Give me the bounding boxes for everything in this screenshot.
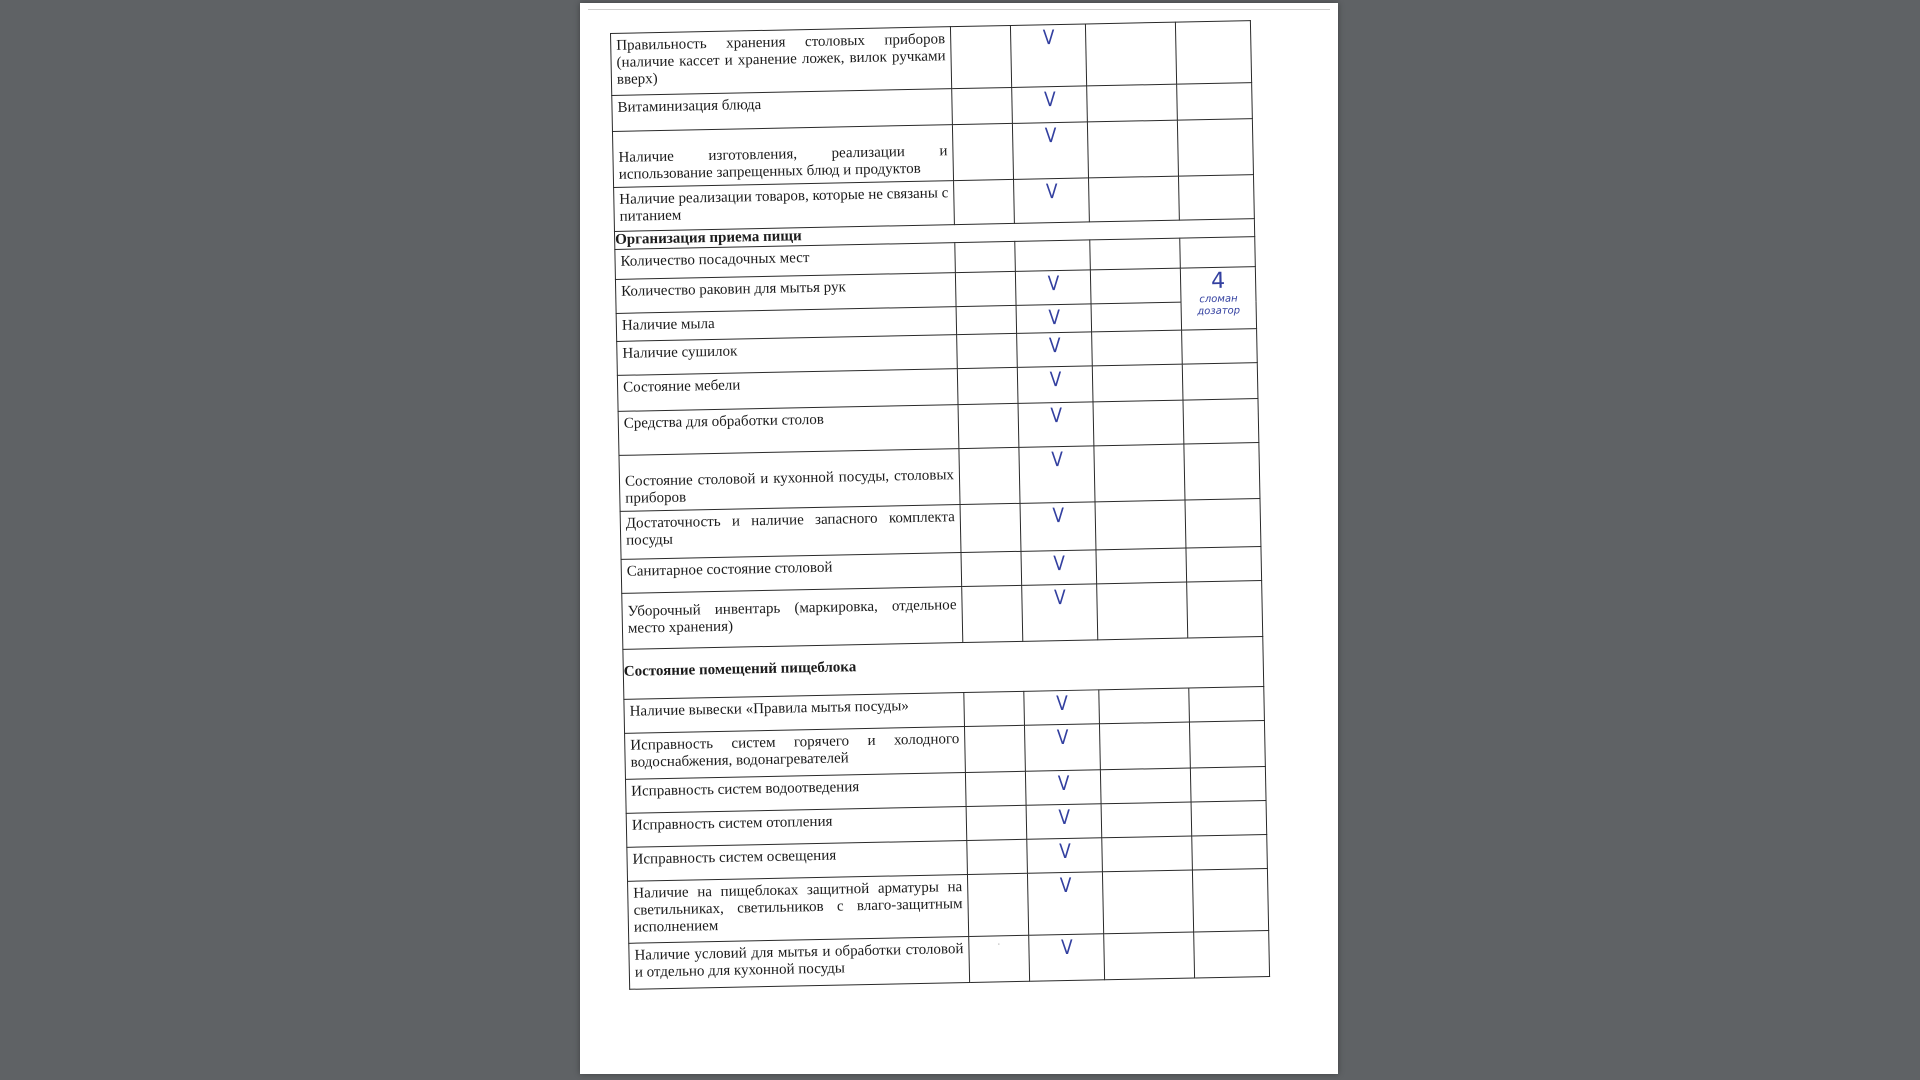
check-mark: V — [1024, 402, 1089, 447]
check-mark: V — [1033, 872, 1098, 935]
check-mark: V — [1023, 366, 1087, 403]
check-mark: V — [1022, 304, 1086, 333]
row-label: Наличие условий для мытья и обработки столовой и отдельно для кухонной посуды — [629, 936, 970, 989]
note-count: 4 — [1210, 268, 1226, 294]
row-label: Санитарное состояние столовой — [621, 553, 962, 594]
check-mark: V — [1021, 270, 1085, 305]
check-mark: V — [1025, 446, 1090, 503]
row-label: Исправность систем водоотведения — [625, 773, 966, 814]
check-mark: V — [1027, 584, 1092, 641]
page-top-rule — [588, 9, 1330, 10]
check-mark: V — [1017, 86, 1081, 123]
row-label: Наличие мыла — [616, 307, 956, 342]
section-title: Состояние помещений пищеблока — [623, 637, 1264, 700]
check-mark: V — [1022, 332, 1086, 367]
row-label: Достаточность и наличие запасного комплекта посуды — [620, 505, 961, 560]
stray-dot: · — [969, 935, 1030, 982]
check-mark: V — [1018, 122, 1083, 179]
check-mark: V — [1016, 24, 1081, 87]
check-mark: V — [1031, 770, 1095, 805]
row-label: Количество раковин для мытья рук — [615, 273, 956, 314]
checklist-table — [610, 20, 1270, 990]
row-label: Исправность систем отопления — [626, 807, 967, 848]
row-label: Наличие изготовления, реализации и использование запрещенных блюд и продуктов — [612, 125, 953, 188]
row-label: Исправность систем горячего и холодного водоснабжения, водонагревателей — [625, 727, 966, 780]
check-mark: V — [1032, 804, 1096, 839]
check-mark: V — [1034, 934, 1099, 981]
document-page — [580, 3, 1338, 1074]
row-label: Состояние столовой и кухонной посуды, столовых приборов — [619, 449, 960, 512]
row-label: Наличие сушилок — [617, 335, 958, 376]
row-label: Наличие реализации товаров, которые не связаны с питанием — [614, 181, 955, 232]
row-label: Средства для обработки столов — [618, 405, 959, 456]
handwritten-note — [1180, 267, 1256, 330]
check-mark: V — [1029, 690, 1093, 725]
row-label: Исправность систем освещения — [627, 841, 968, 882]
row-label: Количество посадочных мест — [615, 243, 956, 280]
check-mark: V — [1027, 550, 1091, 585]
check-mark: V — [1019, 178, 1084, 223]
check-mark: V — [1032, 838, 1096, 873]
check-mark — [1020, 240, 1084, 271]
row-label: Состояние мебели — [617, 369, 958, 412]
row-label: Наличие на пищеблоках защитной арматуры на светильниках, светильников с влаго-защитным исполнением — [628, 874, 969, 943]
row-label: Витаминизация блюда — [612, 89, 953, 132]
check-mark: V — [1030, 724, 1095, 771]
checklist-sheet — [610, 20, 1269, 990]
row-label: Правильность хранения столовых приборов (наличие кассет и хранение ложек, вилок ручками вверх) — [611, 27, 952, 96]
check-mark: V — [1026, 502, 1091, 551]
row-label: Уборочный инвентарь (маркировка, отдельное место хранения) — [622, 587, 963, 650]
section-title: Организация приема пищи — [614, 219, 1254, 250]
row-label: Наличие вывески «Правила мытья посуды» — [624, 693, 965, 734]
note-comment: сломан дозатор — [1197, 293, 1241, 318]
